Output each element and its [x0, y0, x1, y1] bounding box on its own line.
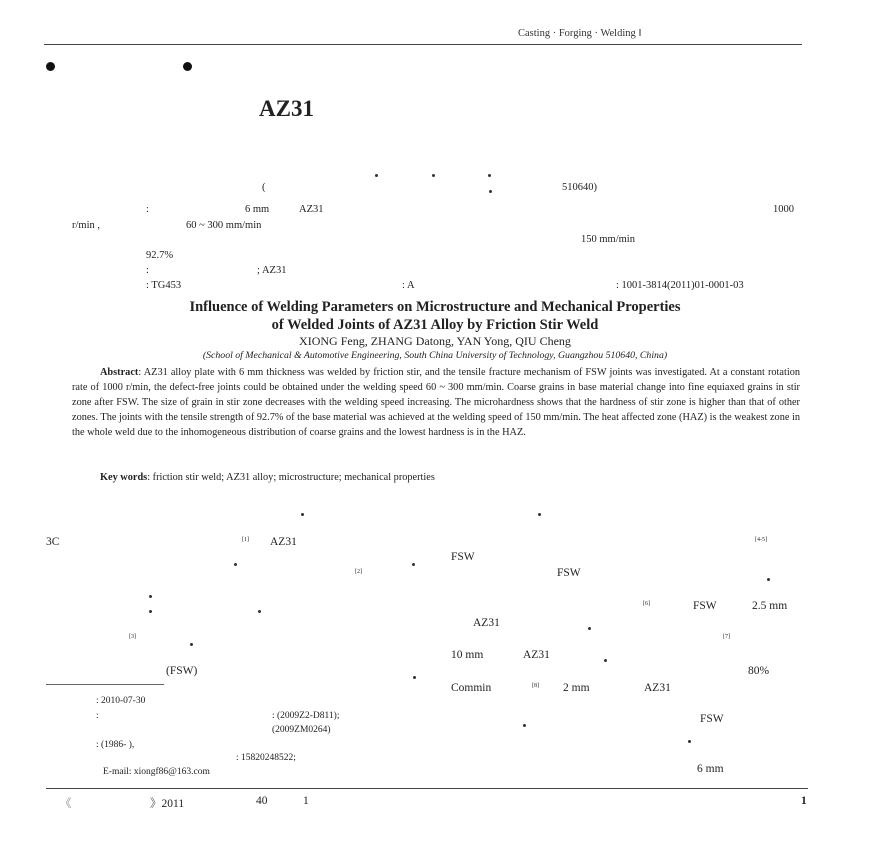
- body-fsw-2: FSW: [557, 567, 581, 579]
- punct-dot: [413, 676, 416, 679]
- body-az31-d: AZ31: [644, 682, 671, 694]
- punct-dot: [767, 578, 770, 581]
- affiliation-cn-postcode: 510640): [562, 182, 597, 193]
- page-title-cn: AZ31: [259, 96, 314, 121]
- ref-7: [7]: [723, 634, 730, 640]
- footnote-author-born: : (1986- ),: [96, 740, 135, 750]
- article-id: : 1001-3814(2011)01-0001-03: [616, 280, 744, 291]
- abstract-en-label: Abstract: [100, 367, 139, 378]
- footnote-rule: [46, 684, 164, 685]
- keywords-en-text: : friction stir weld; AZ31 alloy; microstructure; mechanical properties: [147, 472, 435, 483]
- ref-6: [6]: [643, 601, 650, 607]
- keywords-en: [100, 472, 435, 483]
- footer-issue: 1: [303, 795, 309, 807]
- punct-dot: [301, 513, 304, 516]
- footnote-received: : 2010-07-30: [96, 696, 146, 706]
- abstract-cn-strength: 92.7%: [146, 250, 174, 261]
- title-en-line2: of Welded Joints of AZ31 Alloy by Friction Stir Weld: [271, 317, 599, 333]
- keywords-en-label: Key words: [100, 472, 148, 483]
- body-az31-b: AZ31: [473, 617, 500, 629]
- author-separator-dot: [375, 174, 378, 177]
- clc-number: : TG453: [146, 280, 182, 291]
- ref-2: [2]: [355, 569, 362, 575]
- bullet-mark-right: [183, 62, 192, 71]
- body-10mm: 10 mm: [451, 649, 484, 661]
- footer-rule: [46, 788, 808, 789]
- punct-dot: [538, 513, 541, 516]
- affiliation-en: (School of Mechanical & Automotive Engineering, South China University of Technology, Guangzhou 510640, China): [202, 350, 668, 361]
- body-80pct: 80%: [748, 665, 770, 677]
- punct-dot: [688, 740, 691, 743]
- footer-journal-year: 》2011: [150, 798, 185, 810]
- running-header: Casting · Forging · Welding ‖: [518, 28, 642, 39]
- body-az31-c: AZ31: [523, 649, 550, 661]
- body-fsw-paren: (FSW): [166, 665, 198, 677]
- body-2mm: 2 mm: [563, 682, 590, 694]
- abstract-cn-thickness: 6 mm: [245, 204, 270, 215]
- body-az31-a: AZ31: [270, 536, 297, 548]
- abstract-cn-speed-range: 60 ~ 300 mm/min: [186, 220, 262, 231]
- affiliation-dot: [489, 190, 492, 193]
- punct-dot: [258, 610, 261, 613]
- abstract-en-text: : AZ31 alloy plate with 6 mm thickness was welded by friction stir, and the tensile fracture mechanism of FSW joints was investigated. At a constant rotation rate of 1000 r/min, the defect-free joints could be obtained under the welding speed 60 ~ 300 mm/min. Coarse grains in base material change into fine equiaxed grains in stir zone after FSW. The size of grain in stir zone decreases with the welding speed increasing. The microhardness shows that the hardness of stir zone is higher than that of other zones. The joints with the tensile strength of 92.7% of the base material was achieved at the welding speed of 150 mm/min. The heat affected zone (HAZ) is the weakest zone in the whole weld due to the inhomogeneous distribution of coarse grains and the lowest hardness is in the HAZ.: [72, 367, 800, 438]
- body-fsw-4: FSW: [700, 713, 724, 725]
- abstract-cn-rotation-unit: r/min ,: [72, 220, 100, 231]
- bullet-mark-left: [46, 62, 55, 71]
- punct-dot: [588, 627, 591, 630]
- punct-dot: [149, 610, 152, 613]
- footnote-fund-1: : (2009Z2-D811);: [272, 711, 340, 721]
- affiliation-cn-open: (: [262, 182, 266, 193]
- footnote-email: E-mail: xiongf86@163.com: [103, 767, 210, 777]
- title-en-line1: Influence of Welding Parameters on Microstructure and Mechanical Properties: [189, 299, 681, 315]
- body-fsw-1: FSW: [451, 551, 475, 563]
- footnote-fund-2: (2009ZM0264): [272, 725, 331, 735]
- punct-dot: [604, 659, 607, 662]
- footer-journal-open: 《: [60, 798, 72, 810]
- body-6mm: 6 mm: [697, 763, 724, 775]
- abstract-cn-rotation: 1000: [773, 204, 794, 215]
- body-thickness: 2.5 mm: [752, 600, 788, 612]
- abstract-cn-alloy: AZ31: [299, 204, 324, 215]
- footnote-phone: : 15820248522;: [236, 753, 296, 763]
- abstract-cn-best-speed: 150 mm/min: [581, 234, 635, 245]
- body-fsw-3: FSW: [693, 600, 717, 612]
- ref-8: [8]: [532, 683, 539, 689]
- punct-dot: [523, 724, 526, 727]
- ref-4-5: [4-5]: [755, 537, 767, 543]
- punct-dot: [149, 595, 152, 598]
- ref-1: [1]: [242, 537, 249, 543]
- footer-volume: 40: [256, 795, 268, 807]
- body-3c: 3C: [46, 536, 60, 548]
- document-code: : A: [402, 280, 415, 291]
- abstract-en: [72, 365, 800, 440]
- author-separator-dot: [488, 174, 491, 177]
- authors-en: XIONG Feng, ZHANG Datong, YAN Yong, QIU Cheng: [299, 334, 571, 348]
- body-commin: Commin: [451, 682, 492, 694]
- punct-dot: [190, 643, 193, 646]
- punct-dot: [412, 563, 415, 566]
- header-rule: [44, 44, 802, 45]
- page-number: 1: [801, 795, 807, 807]
- ref-3: [3]: [129, 634, 136, 640]
- author-separator-dot: [432, 174, 435, 177]
- punct-dot: [234, 563, 237, 566]
- keywords-cn-alloy: ; AZ31: [257, 265, 287, 276]
